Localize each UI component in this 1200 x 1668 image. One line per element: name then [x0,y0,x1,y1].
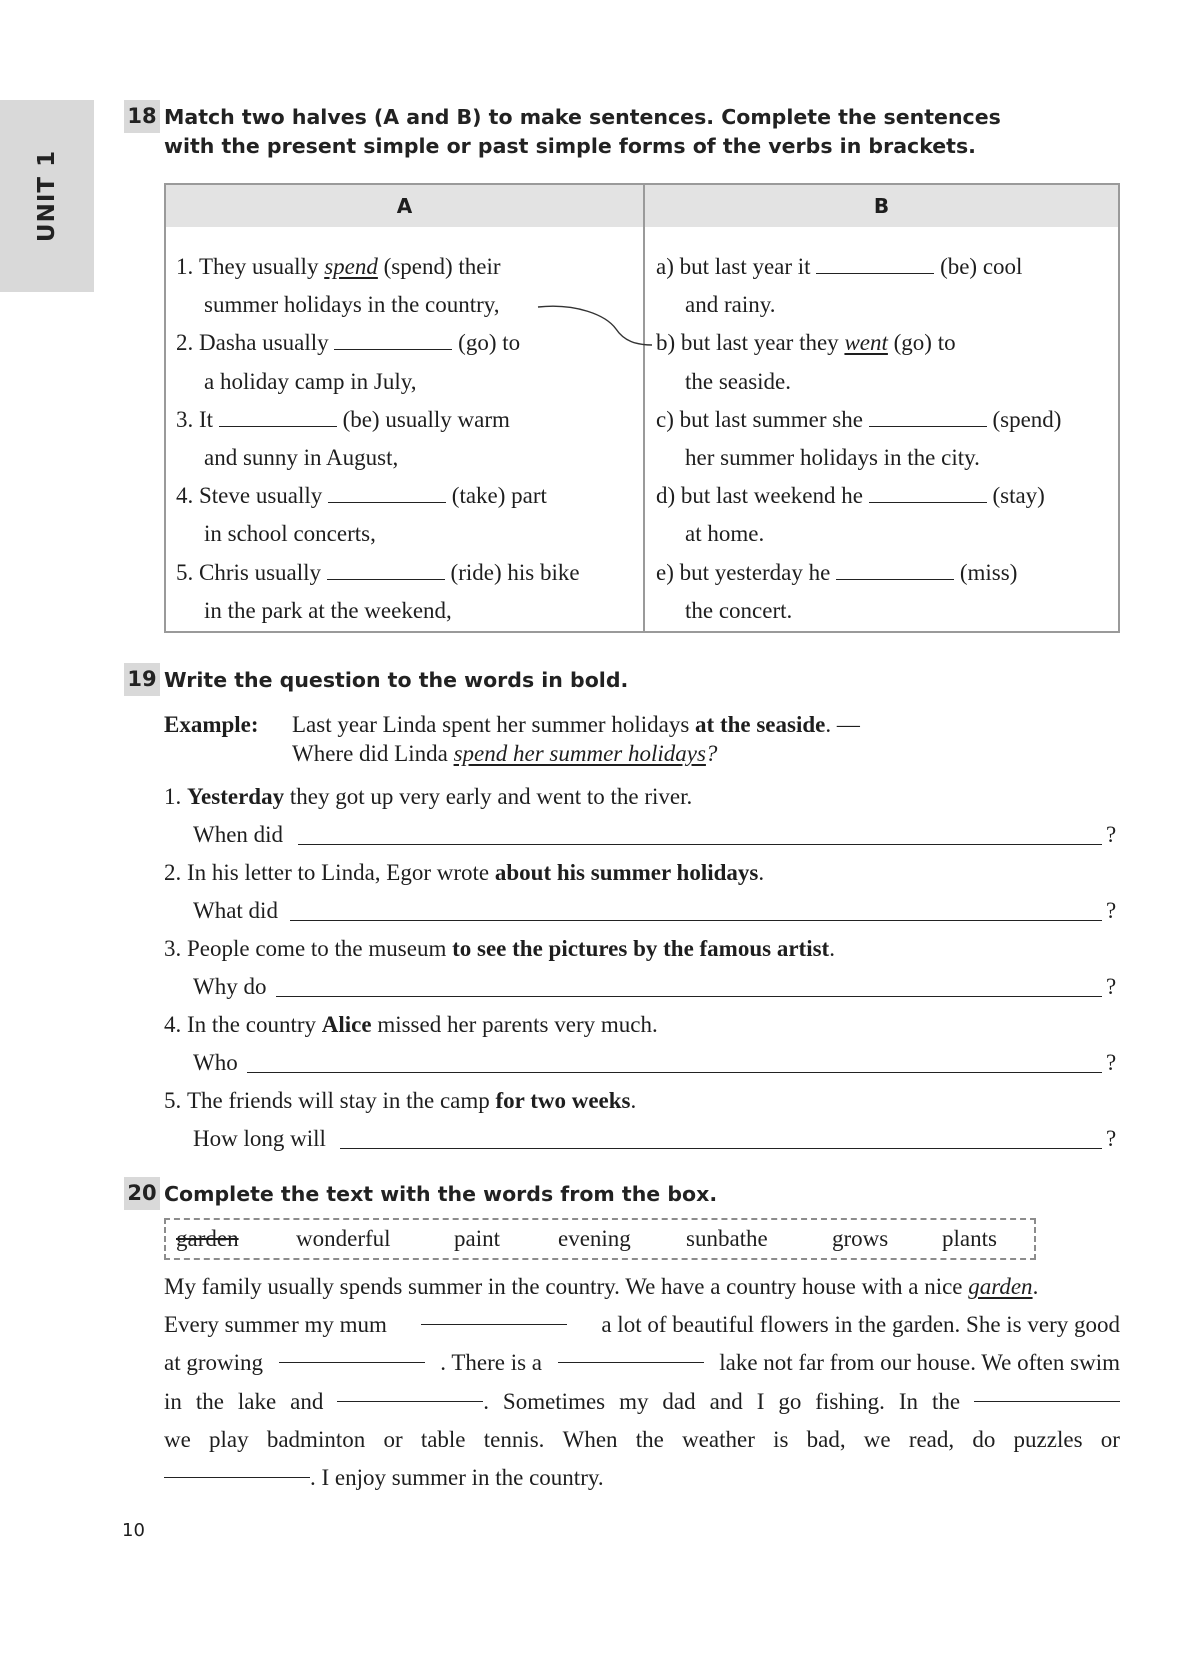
question-2: 2. In his letter to Linda, Egor wrote about his summer holidays. [164,860,765,885]
question-mark: ? [1106,822,1117,847]
a5-line2: in the park at the weekend, [204,597,452,623]
answer-blank[interactable] [328,484,446,503]
exercise-number: 18 [124,100,160,133]
word-item: paint [454,1226,500,1251]
word-box [164,1218,1036,1260]
b1-line2: and rainy. [685,292,776,318]
answer-1-start: When did [193,822,284,847]
exercise-number: 20 [124,1177,160,1210]
question-5: 5. The friends will stay in the camp for two weeks. [164,1088,637,1113]
gap-fill-text [164,1268,1120,1497]
question-4: 4. In the country Alice missed her parents very much. [164,1012,658,1037]
question-3: 3. People come to the museum to see the pictures by the famous artist. [164,936,835,961]
unit-tab [0,100,94,292]
word-item: garden [176,1226,239,1251]
answer-4-start: Who [193,1050,238,1075]
word-item: sunbathe [686,1226,768,1251]
b2-line2: the seaside. [685,368,792,394]
b3-line2: her summer holidays in the city. [685,445,980,471]
answer-blank[interactable] [334,331,452,350]
answer-blank[interactable] [836,561,954,580]
a2-line1: 2. Dasha usually (go) to [176,330,521,356]
matching-table [164,183,1120,633]
answer-3-start: Why do [193,974,267,999]
answer-3-line[interactable] [276,996,1102,997]
exercise-title: Complete the text with the words from the box. [164,1182,718,1206]
answer-blank[interactable] [816,255,934,274]
answer-5-start: How long will [193,1126,326,1151]
example-sentence: Last year Linda spent her summer holidays at the seaside. — [292,712,860,737]
a1-line2: summer holidays in the country, [204,292,500,318]
a2-line2: a holiday camp in July, [204,368,417,394]
question-mark: ? [1106,974,1117,999]
answer-blank[interactable] [327,561,445,580]
example-answer: spend [324,254,378,279]
text-line-4: in the lake and . Sometimes my dad and I go fishing. In the [164,1383,1120,1421]
text-line-1: My family usually spends summer in the country. We have a country house with a nice garden. [164,1274,1039,1299]
page-number: 10 [122,1520,145,1541]
answer-blank[interactable] [164,1459,310,1478]
b5-line1: e) but yesterday he (miss) [656,559,1018,585]
word-item: wonderful [296,1226,391,1251]
question-mark: ? [1106,1126,1117,1151]
exercise-title [164,103,1064,161]
title-line-1: Match two halves (A and B) to make sentences. Complete the sentences [164,105,1001,129]
a4-line2: in school concerts, [204,521,376,547]
column-a-header: A [166,185,643,227]
word-item: evening [558,1226,631,1251]
title-line-2: with the present simple or past simple forms of the verbs in brackets. [164,134,976,158]
question-mark: ? [1106,1050,1117,1075]
text-line-5: we play badminton or table tennis. When the weather is bad, we read, do puzzles or [164,1426,1120,1452]
a1-line1: 1. They usually spend (spend) their [176,254,501,279]
answer-blank[interactable] [869,408,987,427]
exercise-number: 19 [124,663,160,696]
exercise-title: Write the question to the words in bold. [164,668,629,692]
example-label: Example: [164,712,259,737]
answer-2-line[interactable] [290,920,1102,921]
match-connector-line [536,295,656,355]
b3-line1: c) but last summer she (spend) [656,406,1062,432]
answer-blank[interactable] [421,1306,567,1325]
example-answer: garden [968,1274,1033,1299]
word-item: plants [942,1226,997,1251]
answer-blank[interactable] [869,484,987,503]
text-line-3: at growing . There is a lake not far from our house. We often swim [164,1344,1120,1382]
column-a-items [176,248,580,630]
answer-blank[interactable] [279,1344,425,1363]
column-b-header: B [645,185,1118,227]
a5-line1: 5. Chris usually (ride) his bike [176,559,580,585]
text-line-6: . I enjoy summer in the country. [164,1459,1120,1497]
example-answer: went [844,330,888,356]
b4-line1: d) but last weekend he (stay) [656,483,1045,509]
question-mark: ? [1106,898,1117,923]
answer-blank[interactable] [558,1344,704,1363]
b2-line1: b) but last year they went (go) to [656,330,956,356]
column-b-items [656,248,1061,630]
b5-line2: the concert. [685,597,793,623]
answer-4-line[interactable] [247,1072,1102,1073]
answer-5-line[interactable] [340,1148,1102,1149]
example-question: Where did Linda spend her summer holidays? [292,741,718,766]
word-item: grows [832,1226,889,1251]
a3-line2: and sunny in August, [204,445,399,471]
text-line-2: Every summer my mum a lot of beautiful flowers in the garden. She is very good [164,1306,1120,1344]
unit-label: UNIT 1 [34,149,60,243]
column-divider [643,185,645,631]
question-1: 1. Yesterday they got up very early and went to the river. [164,784,693,809]
answer-blank[interactable] [974,1383,1120,1402]
answer-blank[interactable] [219,408,337,427]
a4-line1: 4. Steve usually (take) part [176,483,547,509]
answer-1-line[interactable] [298,844,1102,845]
b1-line1: a) but last year it (be) cool [656,254,1023,279]
a3-line1: 3. It (be) usually warm [176,406,510,432]
answer-blank[interactable] [337,1383,483,1402]
answer-2-start: What did [193,898,278,923]
b4-line2: at home. [685,521,765,547]
